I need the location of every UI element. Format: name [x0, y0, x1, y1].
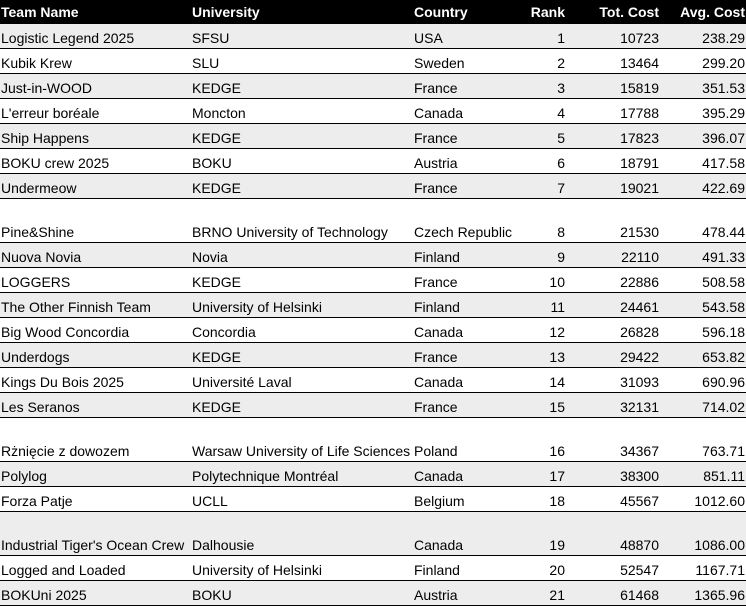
header-total-cost: Tot. Cost [566, 0, 660, 24]
table-row [0, 512, 746, 556]
university-cell: Concordia [191, 318, 413, 343]
rank-cell: 14 [514, 368, 566, 393]
team-name-cell: Underdogs [0, 343, 191, 368]
average-cost-cell: 763.71 [660, 418, 746, 462]
table-row [0, 462, 746, 487]
rank-cell: 10 [514, 268, 566, 293]
university-cell: KEDGE [191, 174, 413, 199]
average-cost-cell: 396.07 [660, 124, 746, 149]
team-name-cell: Pine&Shine [0, 199, 191, 243]
country-cell: Canada [413, 512, 514, 556]
country-cell: France [413, 74, 514, 99]
university-cell: Dalhousie [191, 512, 413, 556]
country-cell: Finland [413, 243, 514, 268]
average-cost-cell: 543.58 [660, 293, 746, 318]
header-rank: Rank [514, 0, 566, 24]
average-cost-cell: 299.20 [660, 49, 746, 74]
rank-cell: 13 [514, 343, 566, 368]
country-cell: France [413, 124, 514, 149]
header-average-cost: Avg. Cost [660, 0, 746, 24]
rank-cell: 18 [514, 487, 566, 512]
university-cell: SFSU [191, 24, 413, 49]
country-cell: Finland [413, 556, 514, 581]
total-cost-cell: 15819 [566, 74, 660, 99]
team-name-cell: Les Seranos [0, 393, 191, 418]
table-row [0, 99, 746, 124]
rank-cell: 11 [514, 293, 566, 318]
university-cell: SLU [191, 49, 413, 74]
average-cost-cell: 491.33 [660, 243, 746, 268]
rank-cell: 20 [514, 556, 566, 581]
average-cost-cell: 596.18 [660, 318, 746, 343]
country-cell: Canada [413, 99, 514, 124]
team-name-cell: Undermeow [0, 174, 191, 199]
header-country: Country [413, 0, 514, 24]
country-cell: Belgium [413, 487, 514, 512]
total-cost-cell: 18791 [566, 149, 660, 174]
team-name-cell: Industrial Tiger's Ocean Crew [0, 512, 191, 556]
header-team-name: Team Name [0, 0, 191, 24]
country-cell: Czech Republic [413, 199, 514, 243]
team-name-cell: Kings Du Bois 2025 [0, 368, 191, 393]
table-row [0, 581, 746, 606]
total-cost-cell: 31093 [566, 368, 660, 393]
average-cost-cell: 238.29 [660, 24, 746, 49]
total-cost-cell: 61468 [566, 581, 660, 606]
average-cost-cell: 422.69 [660, 174, 746, 199]
average-cost-cell: 395.29 [660, 99, 746, 124]
country-cell: Canada [413, 368, 514, 393]
team-name-cell: Logistic Legend 2025 [0, 24, 191, 49]
team-name-cell: BOKUni 2025 [0, 581, 191, 606]
table-row [0, 268, 746, 293]
university-cell: Polytechnique Montréal [191, 462, 413, 487]
rank-cell: 19 [514, 512, 566, 556]
team-name-cell: Nuova Novia [0, 243, 191, 268]
rank-cell: 12 [514, 318, 566, 343]
total-cost-cell: 52547 [566, 556, 660, 581]
table-row [0, 556, 746, 581]
rank-cell: 5 [514, 124, 566, 149]
total-cost-cell: 13464 [566, 49, 660, 74]
rank-cell: 15 [514, 393, 566, 418]
total-cost-cell: 24461 [566, 293, 660, 318]
country-cell: France [413, 174, 514, 199]
total-cost-cell: 19021 [566, 174, 660, 199]
country-cell: France [413, 343, 514, 368]
table-row [0, 418, 746, 462]
country-cell: Poland [413, 418, 514, 462]
table-row [0, 343, 746, 368]
table-row [0, 318, 746, 343]
university-cell: BRNO University of Technology [191, 199, 413, 243]
rank-cell: 4 [514, 99, 566, 124]
table-row [0, 149, 746, 174]
team-name-cell: Just-in-WOOD [0, 74, 191, 99]
university-cell: University of Helsinki [191, 556, 413, 581]
rank-cell: 17 [514, 462, 566, 487]
average-cost-cell: 653.82 [660, 343, 746, 368]
country-cell: Canada [413, 462, 514, 487]
team-name-cell: LOGGERS [0, 268, 191, 293]
total-cost-cell: 34367 [566, 418, 660, 462]
university-cell: UCLL [191, 487, 413, 512]
header-university: University [191, 0, 413, 24]
total-cost-cell: 26828 [566, 318, 660, 343]
team-name-cell: Polylog [0, 462, 191, 487]
university-cell: KEDGE [191, 268, 413, 293]
table-row [0, 174, 746, 199]
university-cell: KEDGE [191, 74, 413, 99]
team-name-cell: Forza Patje [0, 487, 191, 512]
total-cost-cell: 21530 [566, 199, 660, 243]
table-row [0, 243, 746, 268]
rank-cell: 8 [514, 199, 566, 243]
average-cost-cell: 417.58 [660, 149, 746, 174]
rank-cell: 2 [514, 49, 566, 74]
average-cost-cell: 1365.96 [660, 581, 746, 606]
rank-cell: 6 [514, 149, 566, 174]
team-name-cell: Ship Happens [0, 124, 191, 149]
team-name-cell: Big Wood Concordia [0, 318, 191, 343]
country-cell: Austria [413, 149, 514, 174]
total-cost-cell: 29422 [566, 343, 660, 368]
country-cell: USA [413, 24, 514, 49]
total-cost-cell: 17823 [566, 124, 660, 149]
average-cost-cell: 508.58 [660, 268, 746, 293]
university-cell: KEDGE [191, 393, 413, 418]
rank-cell: 16 [514, 418, 566, 462]
total-cost-cell: 22110 [566, 243, 660, 268]
table-row [0, 368, 746, 393]
university-cell: Université Laval [191, 368, 413, 393]
table-row [0, 74, 746, 99]
table-row [0, 393, 746, 418]
total-cost-cell: 17788 [566, 99, 660, 124]
university-cell: Moncton [191, 99, 413, 124]
average-cost-cell: 1086.00 [660, 512, 746, 556]
total-cost-cell: 22886 [566, 268, 660, 293]
team-name-cell: The Other Finnish Team [0, 293, 191, 318]
total-cost-cell: 45567 [566, 487, 660, 512]
average-cost-cell: 478.44 [660, 199, 746, 243]
university-cell: Warsaw University of Life Sciences [191, 418, 413, 462]
total-cost-cell: 32131 [566, 393, 660, 418]
rank-cell: 3 [514, 74, 566, 99]
average-cost-cell: 351.53 [660, 74, 746, 99]
university-cell: KEDGE [191, 124, 413, 149]
country-cell: Sweden [413, 49, 514, 74]
average-cost-cell: 1012.60 [660, 487, 746, 512]
table-row [0, 24, 746, 49]
table-body [0, 24, 746, 606]
country-cell: Austria [413, 581, 514, 606]
team-name-cell: L'erreur boréale [0, 99, 191, 124]
total-cost-cell: 38300 [566, 462, 660, 487]
average-cost-cell: 690.96 [660, 368, 746, 393]
team-name-cell: Logged and Loaded [0, 556, 191, 581]
rank-cell: 7 [514, 174, 566, 199]
total-cost-cell: 10723 [566, 24, 660, 49]
total-cost-cell: 48870 [566, 512, 660, 556]
country-cell: France [413, 393, 514, 418]
university-cell: University of Helsinki [191, 293, 413, 318]
table-row [0, 487, 746, 512]
university-cell: Novia [191, 243, 413, 268]
country-cell: France [413, 268, 514, 293]
team-name-cell: Rżnięcie z dowozem [0, 418, 191, 462]
university-cell: BOKU [191, 149, 413, 174]
table-row [0, 49, 746, 74]
table-header [0, 0, 746, 24]
average-cost-cell: 1167.71 [660, 556, 746, 581]
rank-cell: 1 [514, 24, 566, 49]
university-cell: BOKU [191, 581, 413, 606]
university-cell: KEDGE [191, 343, 413, 368]
rank-cell: 9 [514, 243, 566, 268]
average-cost-cell: 851.11 [660, 462, 746, 487]
table-row [0, 293, 746, 318]
country-cell: Canada [413, 318, 514, 343]
country-cell: Finland [413, 293, 514, 318]
header-row [0, 0, 746, 24]
average-cost-cell: 714.02 [660, 393, 746, 418]
team-name-cell: Kubik Krew [0, 49, 191, 74]
table-row [0, 199, 746, 243]
team-name-cell: BOKU crew 2025 [0, 149, 191, 174]
table-row [0, 124, 746, 149]
rank-cell: 21 [514, 581, 566, 606]
